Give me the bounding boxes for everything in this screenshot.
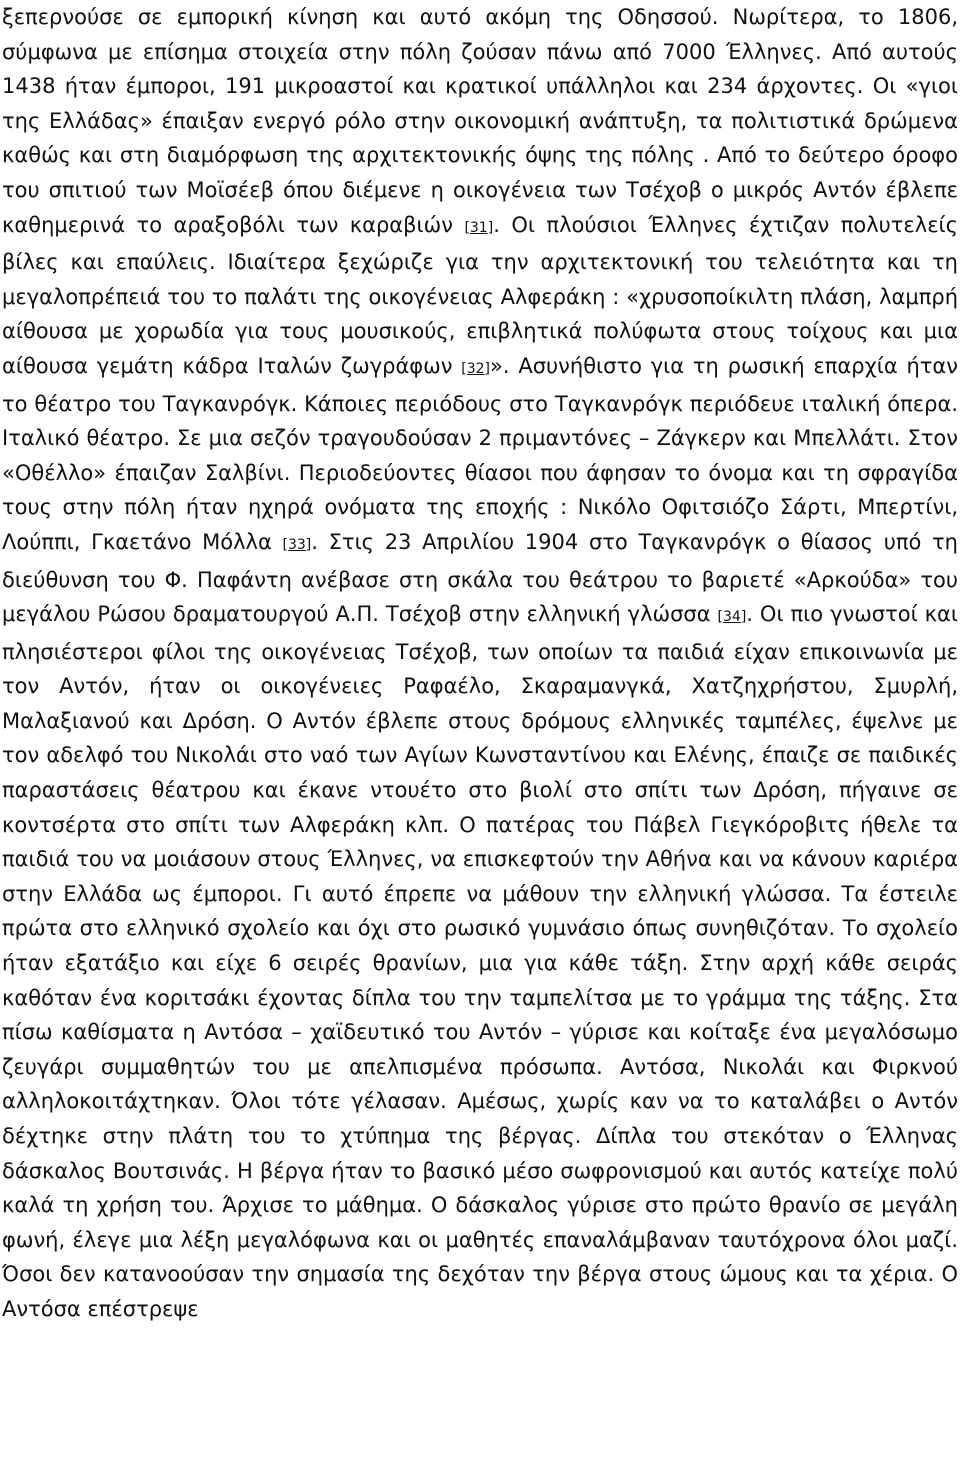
footnote-ref-34[interactable]: [34]: [717, 609, 747, 626]
text-segment-4: . Στις 23 Απριλίου 1904 στο Ταγκανρόγκ ο θίασος υπό τη διεύθυνση του Φ. Παφάντη ανέβασε στη σκάλα του θεάτρου το βαριετέ «Αρκούδα» του μεγάλου Ρώσου δραματουργού Α.Π. Τσέχοβ στην ελληνική γλώσσα: [2, 529, 958, 627]
text-segment-3: ». Ασυνήθιστο για τη ρωσική επαρχία ήταν το θέατρο του Ταγκανρόγκ. Κάποιες περιόδους στο Ταγκανρόγκ περιόδευε ιταλική όπερα. Ιταλικό θέατρο. Σε μια σεζόν τραγουδούσαν 2 πριμαντόνες – Ζάγκερν και Μπελλάτι. Στον «Οθέλλο» έπαιζαν Σαλβίνι. Περιοδεύοντες θίασοι που άφησαν το όνομα και τη σφραγίδα τους στην πόλη ήταν ηχηρά ονόματα της εποχής : Νικόλο Οφιτσιόζο Σάρτι, Μπερτίνι, Λούππι, Γκαετάνο Μόλλα: [2, 353, 958, 554]
footnote-ref-32[interactable]: [32]: [461, 360, 491, 377]
text-segment-2: . Οι πλούσιοι Έλληνες έχτιζαν πολυτελείς βίλες και επαύλεις. Ιδιαίτερα ξεχώριζε για την αρχιτεκτονική του τελειότητα και τη μεγαλοπρέπειά του το παλάτι της οικογένειας Αλφεράκη : «χρυσοποίκιλτη πλάση, λαμπρή αίθουσα με χορωδία για τους μουσικούς, επιβλητικά πολύφωτα στους τοίχους και μια αίθουσα γεμάτη κάδρα Ιταλών ζωγράφων: [2, 212, 958, 378]
text-segment-1: ξεπερνούσε σε εμπορική κίνηση και αυτό ακόμη της Οδησσού. Νωρίτερα, το 1806, σύμφωνα με επίσημα στοιχεία στην πόλη ζούσαν πάνω από 7000 Έλληνες. Από αυτούς 1438 ήταν έμποροι, 191 μικροαστοί και κρατικοί υπάλληλοι και 234 άρχοντες. Οι «γιοι της Ελλάδας» έπαιξαν ενεργό ρόλο στην οικονομική ανάπτυξη, τα πολιτιστικά δρώμενα καθώς και στη διαμόρφωση της αρχιτεκτονικής όψης της πόλης . Από το δεύτερο όροφο του σπιτιού των Μοϊσέεβ όπου διέμενε η οικογένεια των Τσέχοβ ο μικρός Αντόν έβλεπε καθημερινά το αραξοβόλι των καραβιών: [2, 5, 958, 237]
footnote-ref-33[interactable]: [33]: [282, 536, 312, 553]
text-segment-5: . Οι πιο γνωστοί και πλησιέστεροι φίλοι της οικογένειας Τσέχοβ, των οποίων τα παιδιά είχαν επικοινωνία με τον Αντόν, ήταν οι οικογένειες Ραφαέλο, Σκαραμανγκά, Χατζηχρήστου, Σμυρλή, Μαλαξιανού και Δρόση. Ο Αντόν έβλεπε στους δρόμους ελληνικές ταμπέλες, έψελνε με τον αδελφό του Νικολάι στο ναό των Αγίων Κωνσταντίνου και Ελένης, έπαιζε σε παιδικές παραστάσεις θέατρου και έκανε ντουέτο στο βιολί στο σπίτι των Δρόση, πήγαινε σε κοντσέρτα στο σπίτι των Αλφεράκη κλπ. Ο πατέρας του Πάβελ Γιεγκόροβιτς ήθελε τα παιδιά του να μοιάσουν στους Έλληνες, να επισκεφτούν την Αθήνα και να κάνουν καριέρα στην Ελλάδα ως έμποροι. Γι αυτό έπρεπε να μάθουν την ελληνική γλώσσα. Τα έστειλε πρώτα στο ελληνικό σχολείο και όχι στο ρωσικό γυμνάσιο όπως συνηθιζόταν. Το σχολείο ήταν εξατάξιο και είχε 6 σειρές θρανίων, μια για κάθε τάξη. Στην αρχή κάθε σειράς καθόταν ένα κοριτσάκι έχοντας δίπλα του την ταμπελίτσα με το γράμμα της τάξης. Στα πίσω καθίσματα η Αντόσα – χαϊδευτικό του Αντόν – γύρισε και κοίταξε ένα μεγαλόσωμο ζευγάρι συμμαθητών του με απελπισμένα πρόσωπα. Αντόσα, Νικολάι και Φιρκνού αλληλοκοιτάχτηκαν. Όλοι τότε γέλασαν. Αμέσως, χωρίς καν να το καταλάβει ο Αντόν δέχτηκε στην πλάτη του το χτύπημα της βέργας. Δίπλα του στεκόταν ο Έλληνας δάσκαλος Βουτσινάς. Η βέργα ήταν το βασικό μέσο σωφρονισμού και αυτός κατείχε πολύ καλά τη χρήση του. Άρχισε το μάθημα. Ο δάσκαλος γύρισε στο πρώτο θρανίο σε μεγάλη φωνή, έλεγε μια λέξη μεγαλόφωνα και οι μαθητές επαναλάμβαναν ταυτόχρονα όλοι μαζί. Όσοι δεν κατανοούσαν την σημασία της δεχόταν την βέργα στους ώμους και τα χέρια. Ο Αντόσα επέστρεψε: [2, 602, 958, 1321]
body-paragraph: [2, 0, 958, 1327]
footnote-ref-31[interactable]: [31]: [464, 219, 494, 236]
